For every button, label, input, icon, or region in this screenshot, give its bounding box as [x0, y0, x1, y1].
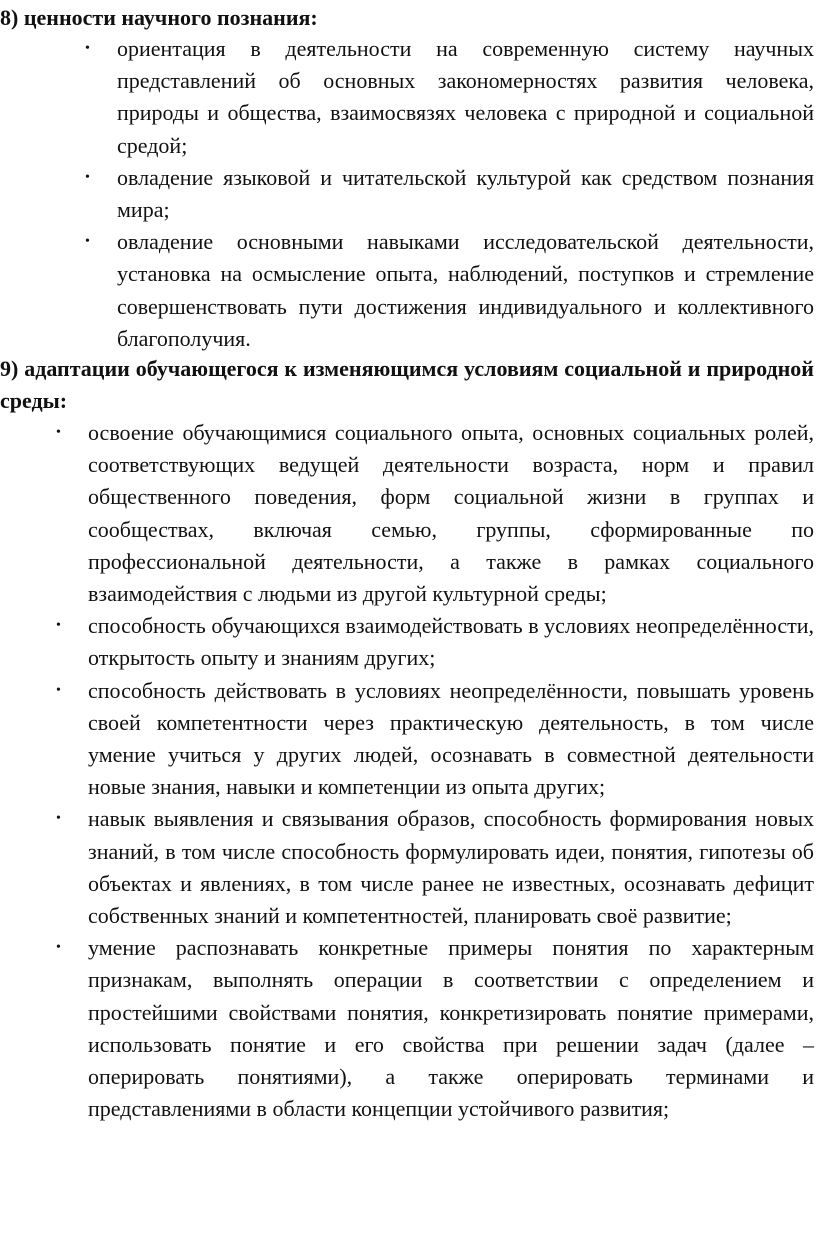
list-item-text: ориентация в деятельности на современную систему научных представлений об основных закономерностях развития человека, природы и общества, взаимосвязях человека с природной и социальной средой;: [117, 36, 814, 158]
list-item-text: навык выявления и связывания образов, способность формирования новых знаний, в том числе способность формулировать идеи, понятия, гипотезы об объектах и явлениях, в том числе ранее не известных, осознавать дефицит собственных знаний и компетентностей, планировать своё развитие;: [88, 806, 814, 929]
section-9-list: [56, 417, 814, 1125]
list-item: [56, 675, 814, 804]
list-item: [85, 162, 814, 226]
bullet-icon: •: [56, 618, 61, 634]
list-item-text: способность обучающихся взаимодействовать в условиях неопределённости, открытость опыту и знаниям других;: [88, 613, 814, 671]
list-item: [56, 417, 814, 610]
section-8-list: [85, 33, 814, 355]
section-8-heading: 8) ценности научного познания:: [0, 5, 318, 30]
bullet-icon: •: [85, 234, 90, 250]
list-item-text: овладение основными навыками исследовательской деятельности, установка на осмысление опыта, наблюдений, поступков и стремление совершенствовать пути достижения индивидуального и коллективного благополучия.: [117, 229, 814, 351]
list-item-text: освоение обучающимися социального опыта, основных социальных ролей, соответствующих ведущей деятельности возраста, норм и правил общественного поведения, форм социальной жизни в группах и сообществах, включая семью, группы, сформированные по профессиональной деятельности, а также в рамках социального взаимодействия с людьми из другой культурной среды;: [88, 420, 814, 607]
bullet-icon: •: [56, 940, 61, 956]
list-item: [85, 226, 814, 355]
bullet-icon: •: [85, 41, 90, 56]
list-item-text: умение распознавать конкретные примеры понятия по характерным признакам, выполнять операции в соответствии с определением и простейшими свойствами понятия, конкретизировать понятие примерами, использовать понятие и его свойства при решении задач (далее – оперировать понятиями), а также оперировать терминами и представлениями в области концепции устойчивого развития;: [88, 935, 814, 1122]
list-item: [56, 803, 814, 932]
list-item-text: овладение языковой и читательской культурой как средством познания мира;: [117, 164, 814, 223]
bullet-icon: •: [85, 169, 90, 185]
list-item: [56, 610, 814, 674]
bullet-icon: •: [56, 682, 61, 698]
section-9-heading: 9) адаптации обучающегося к изменяющимся условиям социальной и природной среды:: [0, 356, 814, 413]
bullet-icon: •: [56, 425, 61, 440]
list-item: [85, 33, 814, 162]
bullet-icon: •: [56, 811, 61, 827]
list-item: [56, 932, 814, 1125]
list-item-text: способность действовать в условиях неопределённости, повышать уровень своей компетентности через практическую деятельность, в том числе умение учиться у других людей, осознавать в совместной деятельности новые знания, навыки и компетенции из опыта других;: [88, 677, 814, 800]
